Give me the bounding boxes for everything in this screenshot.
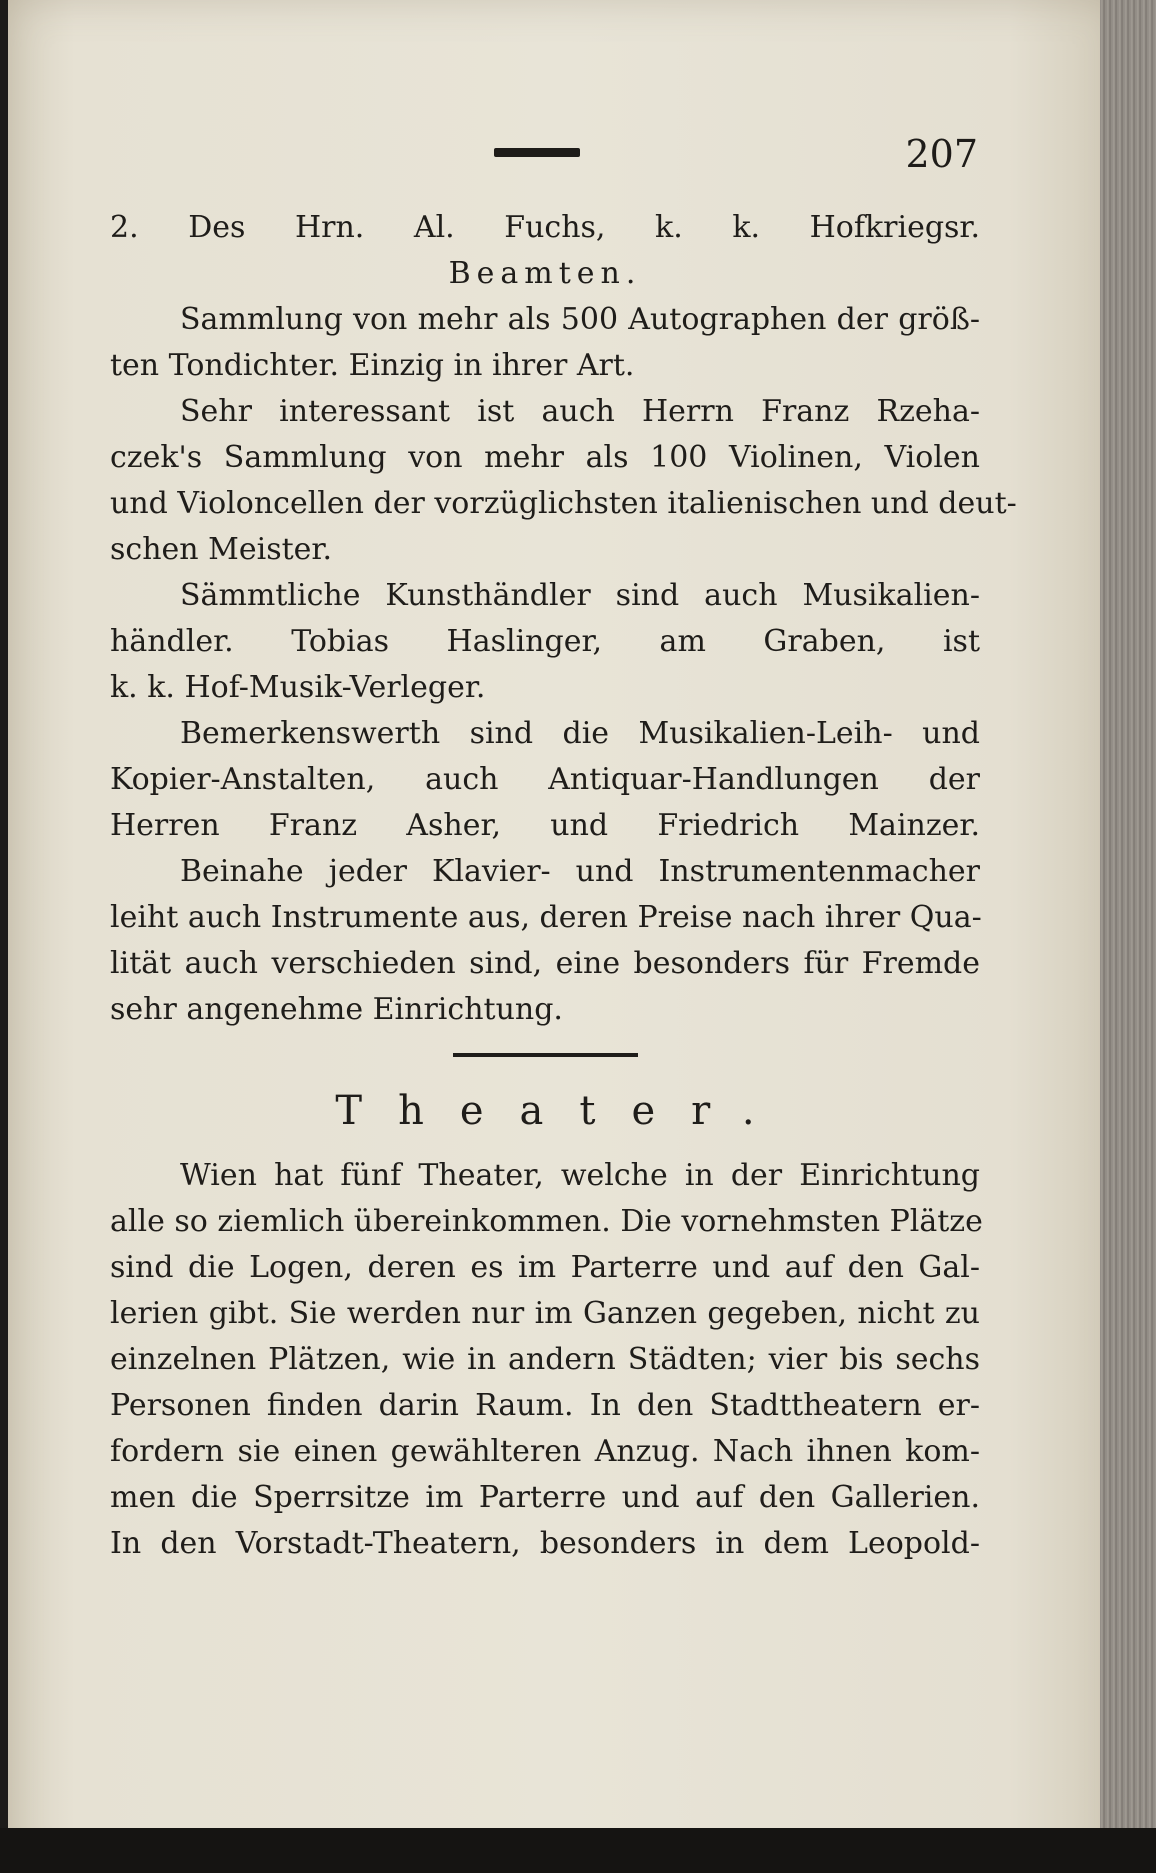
text-line: In den Vorstadt-Theatern, besonders in dem Leopold- xyxy=(110,1526,980,1561)
text-line: k. k. Hof-Musik-Verleger. xyxy=(110,670,486,705)
text-line: fordern sie einen gewählteren Anzug. Nach ihnen kom- xyxy=(110,1434,980,1469)
text-line: einzelnen Plätzen, wie in andern Städten; vier bis sechs xyxy=(110,1342,980,1377)
text-line: alle so ziemlich übereinkommen. Die vornehmsten Plätze xyxy=(110,1204,983,1239)
text-line: Beamten. xyxy=(448,256,642,291)
text-line: ten Tondichter. Einzig in ihrer Art. xyxy=(110,348,635,383)
text-line: sehr angenehme Einrichtung. xyxy=(110,992,563,1027)
text-line: 2. Des Hrn. Al. Fuchs, k. k. Hofkriegsr. xyxy=(110,210,980,245)
text-line: Beinahe jeder Klavier- und Instrumentenmacher xyxy=(180,854,980,889)
text-line: Wien hat fünf Theater, welche in der Einrichtung xyxy=(180,1158,980,1193)
text-line: leiht auch Instrumente aus, deren Preise nach ihrer Qua- xyxy=(110,900,982,935)
text-line: sind die Logen, deren es im Parterre und auf den Gal- xyxy=(110,1250,980,1285)
text-line: Sämmtliche Kunsthändler sind auch Musikalien- xyxy=(180,578,980,613)
text-line: lerien gibt. Sie werden nur im Ganzen gegeben, nicht zu xyxy=(110,1296,980,1331)
text-line: schen Meister. xyxy=(110,532,332,567)
header-rule xyxy=(494,148,580,157)
section-divider xyxy=(453,1053,638,1057)
text-line: händler. Tobias Haslinger, am Graben, ist xyxy=(110,624,980,659)
text-line: lität auch verschieden sind, eine besonders für Fremde xyxy=(110,946,980,981)
page-number: 207 xyxy=(905,132,978,176)
text-line: Sehr interessant ist auch Herrn Franz Rzeha- xyxy=(180,394,980,429)
background-edge xyxy=(0,1828,1156,1873)
text-line: men die Sperrsitze im Parterre und auf den Gallerien. xyxy=(110,1480,980,1515)
page-edge xyxy=(1100,0,1156,1873)
text-line: czek's Sammlung von mehr als 100 Violinen, Violen xyxy=(110,440,980,475)
section-title: Theater. xyxy=(335,1088,791,1134)
text-line: und Violoncellen der vorzüglichsten italienischen und deut- xyxy=(110,486,1017,521)
text-line: Herren Franz Asher, und Friedrich Mainzer. xyxy=(110,808,980,843)
text-line: Kopier-Anstalten, auch Antiquar-Handlungen der xyxy=(110,762,980,797)
body-text xyxy=(110,205,1017,1567)
text-line: Sammlung von mehr als 500 Autographen der größ- xyxy=(180,302,980,337)
text-line: Personen finden darin Raum. In den Stadttheatern er- xyxy=(110,1388,980,1423)
text-line: Bemerkenswerth sind die Musikalien-Leih- und xyxy=(180,716,980,751)
